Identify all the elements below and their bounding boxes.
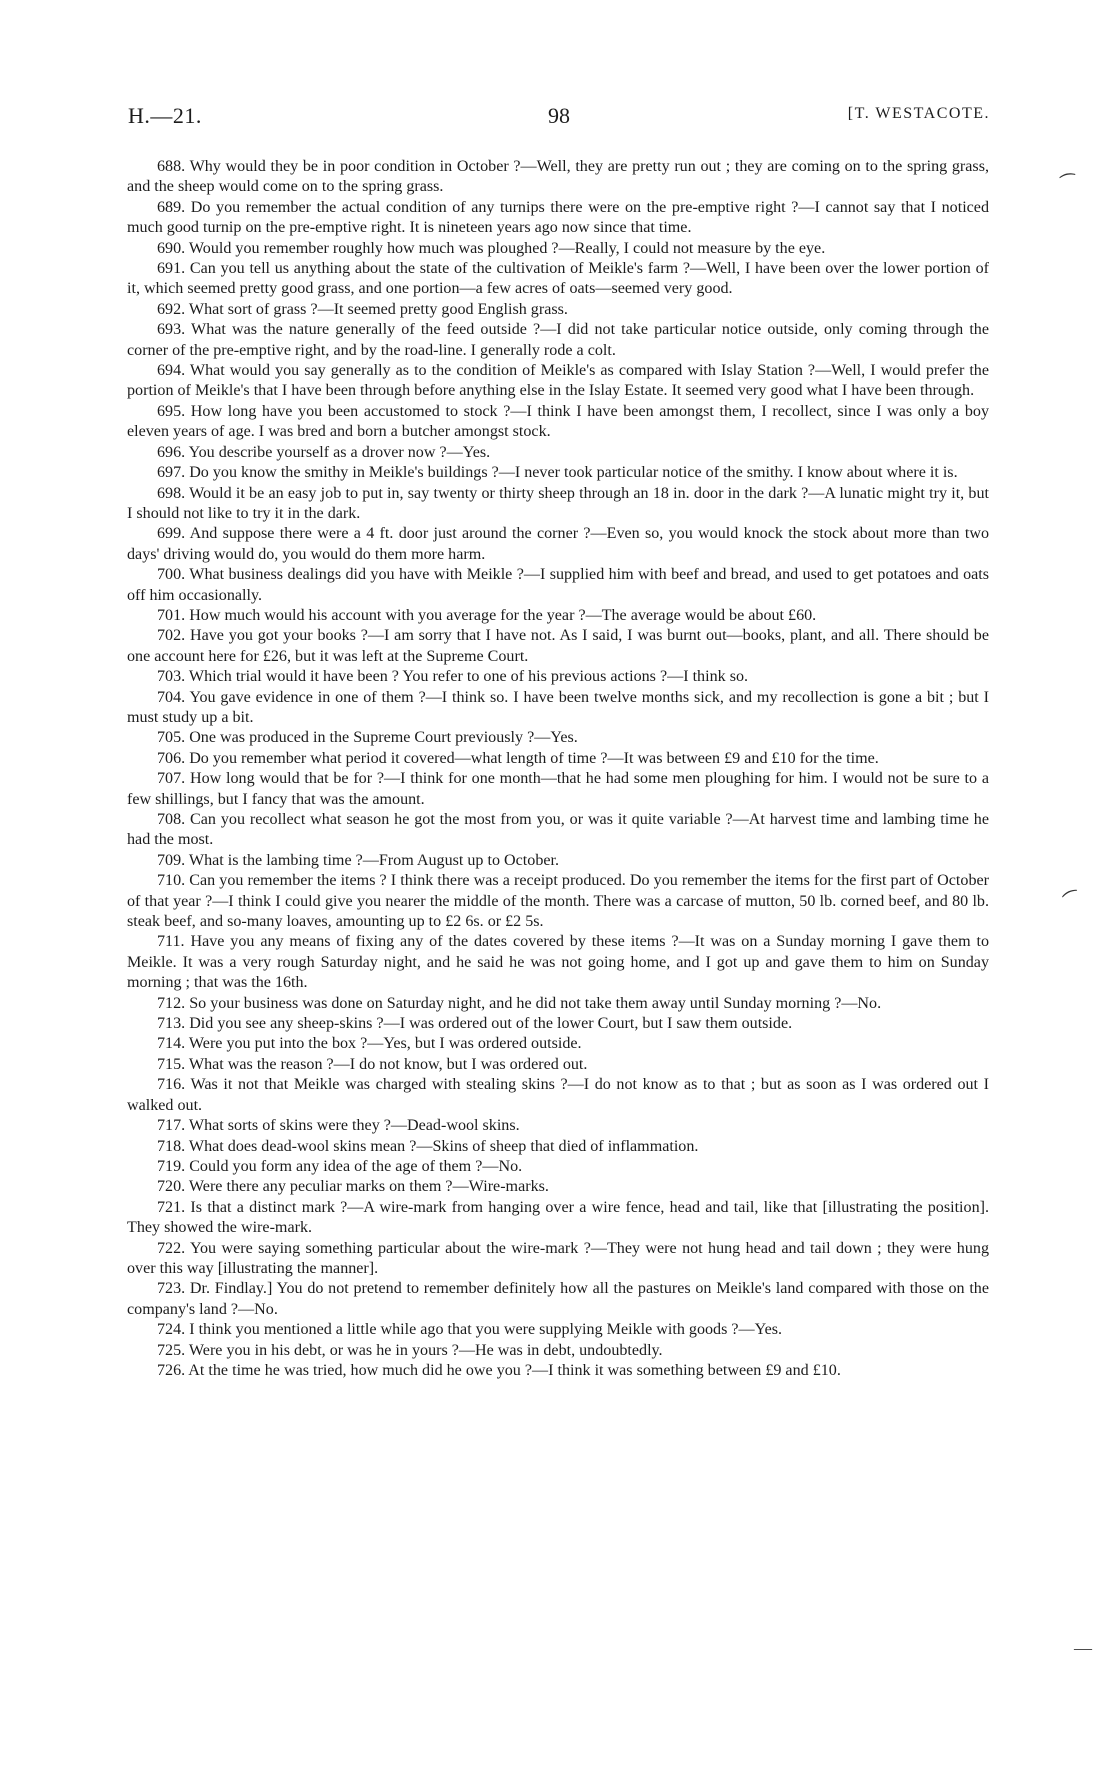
testimony-paragraph: 706. Do you remember what period it covered—what length of time ?—It was between £9 and £10 for the time. (157, 749, 879, 767)
testimony-paragraph: 692. What sort of grass ?—It seemed pretty good English grass. (157, 300, 568, 318)
margin-dash-mark: — (1074, 1638, 1092, 1658)
testimony-paragraph: 693. What was the nature generally of the feed outside ?—I did not take particular notice outside, only coming through the corner of the pre-emptive right, and by the road-line. I generally rode a colt. (127, 321, 989, 359)
testimony-paragraph: 691. Can you tell us anything about the state of the cultivation of Meikle's farm ?—Well, I have been over the lower portion of it, which seemed pretty good grass, and one portion—a few acres of oats—seemed very good. (127, 260, 989, 298)
testimony-paragraph: 716. Was it not that Meikle was charged with stealing skins ?—I do not know as to that ; but as soon as I was ordered out I walked out. (127, 1076, 989, 1114)
testimony-paragraph: 689. Do you remember the actual condition of any turnips there were on the pre-emptive right ?—I cannot say that I noticed much good turnip on the pre-emptive right. It is nineteen years ago now since that time. (127, 198, 989, 237)
testimony-paragraph: 708. Can you recollect what season he got the most from you, or was it quite variable ?—At harvest time and lambing time he had the most. (127, 811, 989, 849)
testimony-paragraph: 711. Have you any means of fixing any of the dates covered by these items ?—It was on a Sunday morning I gave them to Meikle. It was a very rough Saturday night, and he said he was not going home, and I got up and gave them to him on Sunday morning ; that was the 16th. (127, 933, 989, 992)
testimony-paragraph: 700. What business dealings did you have with Meikle ?—I supplied him with beef and bread, and used to get potatoes and oats off him occasionally. (127, 566, 989, 604)
testimony-paragraph: 720. Were there any peculiar marks on them ?—Wire-marks. (157, 1178, 549, 1196)
testimony-paragraph: 726. At the time he was tried, how much did he owe you ?—I think it was something between £9 and £10. (157, 1361, 841, 1379)
margin-tick-mark: ⁀ (1062, 888, 1084, 914)
testimony-paragraph: 702. Have you got your books ?—I am sorry that I have not. As I said, I was burnt out—books, plant, and all. There should be one account here for £26, but it was left at the Supreme Court. (127, 627, 989, 665)
witness-name: [T. WESTACOTE. (847, 105, 990, 122)
margin-tick-mark: ⁀ (1059, 172, 1079, 196)
testimony-paragraph: 704. You gave evidence in one of them ?—I think so. I have been twelve months sick, and my recollection is gone a bit ; but I must study up a bit. (127, 688, 989, 726)
testimony-paragraph: 695. How long have you been accustomed to stock ?—I think I have been amongst them, I recollect, since I was only a boy eleven years of age. I was bred and born a butcher amongst stock. (127, 402, 989, 441)
testimony-paragraph: 707. How long would that be for ?—I think for one month—that he had some men ploughing for him. I would not be sure to a few shillings, but I fancy that was the amount. (127, 770, 989, 808)
testimony-paragraph: 714. Were you put into the box ?—Yes, but I was ordered outside. (157, 1035, 582, 1053)
document-body (127, 157, 989, 1381)
testimony-paragraph: 718. What does dead-wool skins mean ?—Skins of sheep that died of inflammation. (157, 1137, 699, 1155)
testimony-paragraph: 715. What was the reason ?—I do not know, but I was ordered out. (157, 1055, 588, 1073)
testimony-paragraph: 710. Can you remember the items ? I think there was a receipt produced. Do you remember the items for the first part of October of that year ?—I think I could give you nearer the middle of the month. There was a carcase of mutton, 50 lb. corned beef, and 80 lb. steak beef, and so-many loaves, amounting up to £2 6s. or £2 5s. (127, 872, 989, 931)
testimony-paragraph: 717. What sorts of skins were they ?—Dead-wool skins. (157, 1117, 520, 1135)
testimony-paragraph: 721. Is that a distinct mark ?—A wire-mark from hanging over a wire fence, head and tail, like that [illustrating the position]. They showed the wire-mark. (127, 1198, 989, 1237)
page-header (128, 103, 990, 133)
testimony-paragraph: 694. What would you say generally as to the condition of Meikle's as compared with Islay Station ?—Well, I would prefer the portion of Meikle's that I have been through before anything else in the Islay Estate. It seemed very good what I have been through. (127, 362, 989, 400)
testimony-paragraph: 703. Which trial would it have been ? You refer to one of his previous actions ?—I think so. (157, 668, 749, 686)
testimony-paragraph: 709. What is the lambing time ?—From August up to October. (157, 851, 560, 869)
testimony-paragraph: 688. Why would they be in poor condition in October ?—Well, they are pretty run out ; they are coming on to the spring grass, and the sheep would come on to the spring grass. (127, 158, 989, 196)
testimony-paragraph: 698. Would it be an easy job to put in, say twenty or thirty sheep through an 18 in. door in the dark ?—A lunatic might try it, but I should not like to try it in the dark. (127, 484, 989, 522)
testimony-paragraph: 699. And suppose there were a 4 ft. door just around the corner ?—Even so, you would knock the stock about more than two days' driving would do, you would do them more harm. (127, 525, 989, 563)
document-reference: H.—21. (128, 103, 202, 128)
page-number: 98 (548, 103, 570, 128)
testimony-paragraph: 705. One was produced in the Supreme Court previously ?—Yes. (157, 729, 578, 747)
testimony-paragraph: 713. Did you see any sheep-skins ?—I was ordered out of the lower Court, but I saw them outside. (157, 1015, 793, 1033)
testimony-paragraph: 725. Were you in his debt, or was he in yours ?—He was in debt, undoubtedly. (157, 1341, 663, 1359)
testimony-paragraph: 697. Do you know the smithy in Meikle's buildings ?—I never took particular notice of the smithy. I know about where it is. (157, 464, 958, 482)
testimony-paragraph: 690. Would you remember roughly how much was ploughed ?—Really, I could not measure by the eye. (157, 239, 826, 257)
testimony-paragraph: 719. Could you form any idea of the age of them ?—No. (157, 1157, 523, 1175)
testimony-paragraph: 723. Dr. Findlay.] You do not pretend to remember definitely how all the pastures on Meikle's land compared with those on the company's land ?—No. (127, 1280, 989, 1318)
testimony-paragraph: 724. I think you mentioned a little while ago that you were supplying Meikle with goods ?—Yes. (157, 1321, 783, 1339)
testimony-paragraph: 712. So your business was done on Saturday night, and he did not take them away until Sunday morning ?—No. (157, 994, 882, 1012)
testimony-paragraph: 696. You describe yourself as a drover now ?—Yes. (157, 443, 491, 461)
testimony-paragraph: 722. You were saying something particular about the wire-mark ?—They were not hung head and tail down ; they were hung over this way [illustrating the manner]. (127, 1239, 989, 1277)
testimony-paragraph: 701. How much would his account with you average for the year ?—The average would be about £60. (157, 606, 817, 624)
